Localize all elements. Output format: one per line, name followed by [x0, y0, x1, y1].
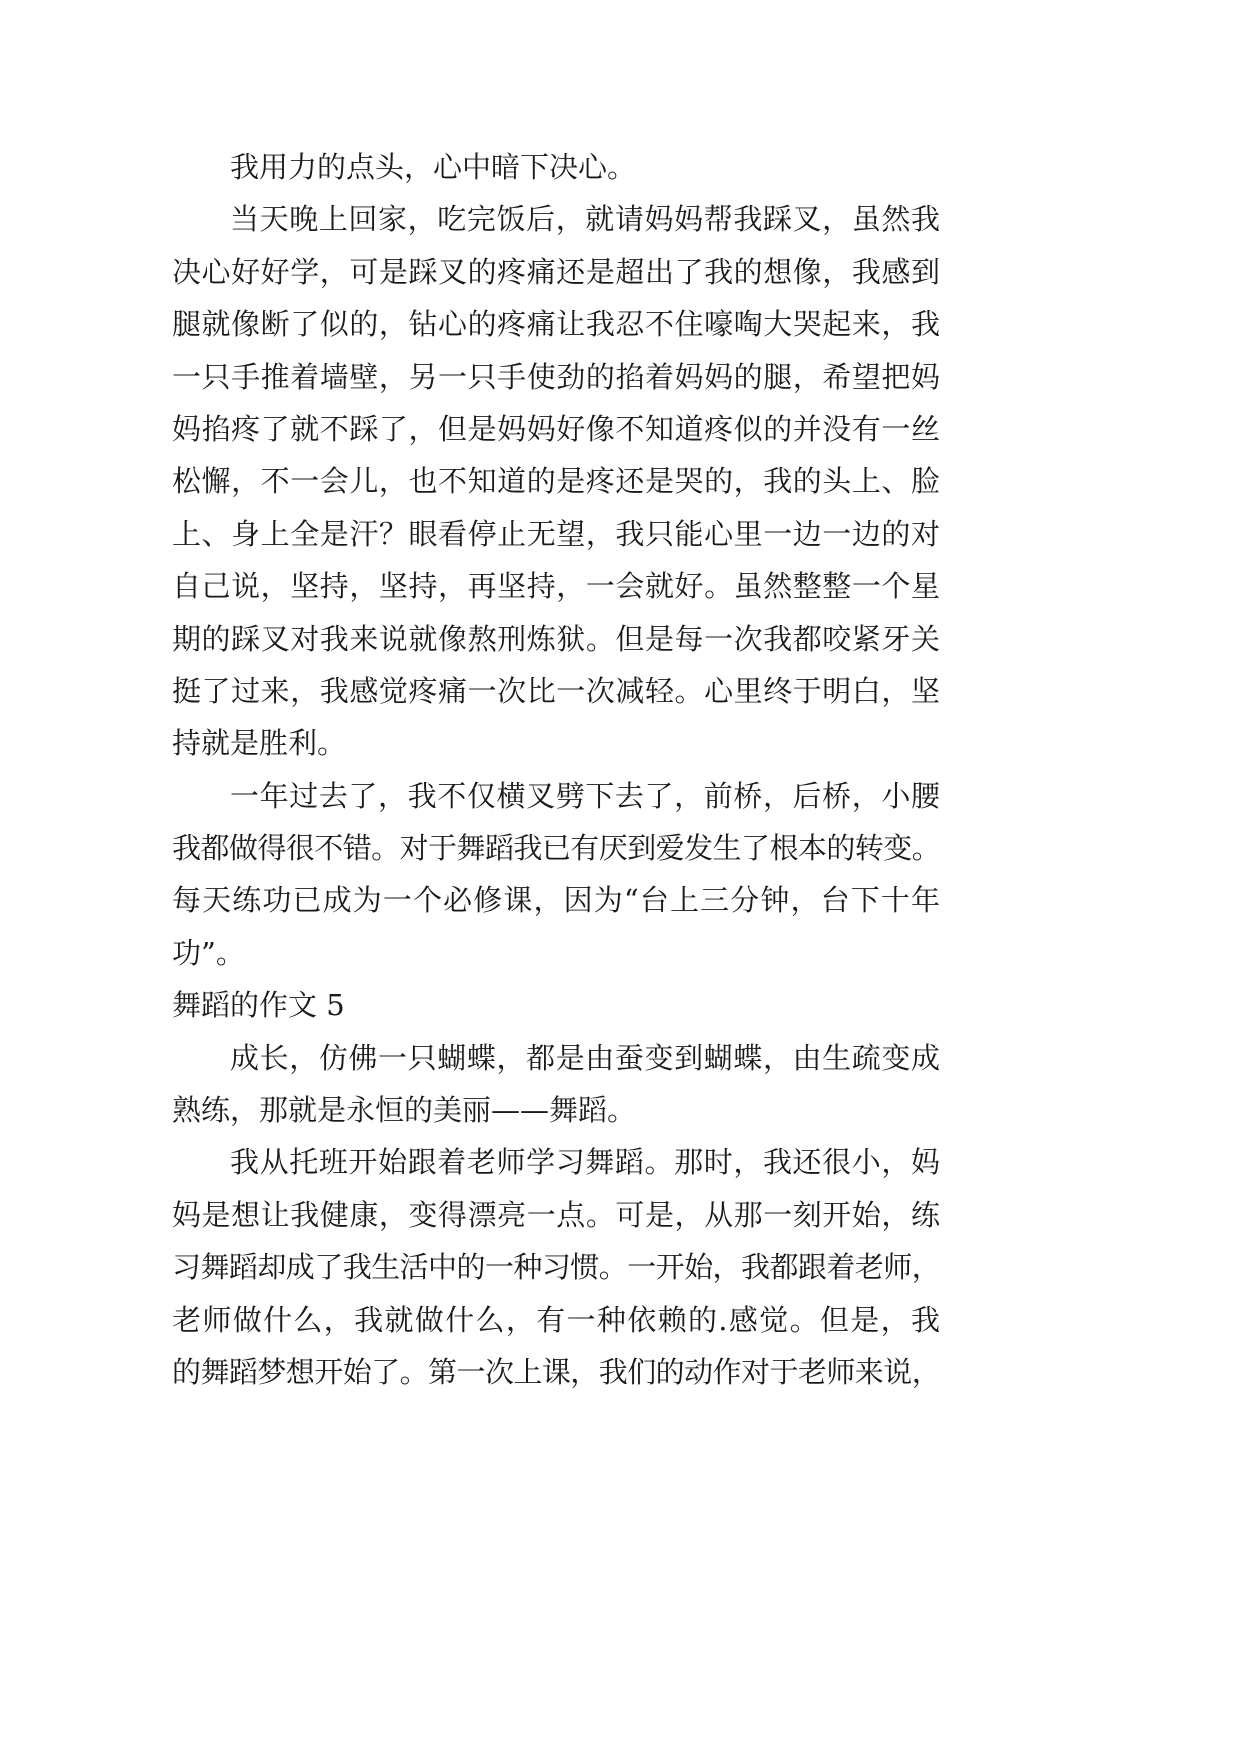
- paragraph: [172, 770, 940, 980]
- paragraph-line: 熟练，那就是永恒的美丽——舞蹈。: [172, 1093, 637, 1128]
- paragraph-line: 一年过去了，我不仅横叉劈下去了，前桥，后桥，小腰: [230, 778, 940, 813]
- paragraph-line: 妈是想让我健康，变得漂亮一点。可是，从那一刻开始，练: [172, 1197, 940, 1232]
- paragraph: [172, 1136, 940, 1398]
- paragraph-line: 我都做得很不错。对于舞蹈我已有厌到爱发生了根本的转变。: [172, 831, 940, 866]
- paragraph-line: 期的踩叉对我来说就像熬刑炼狱。但是每一次我都咬紧牙关: [172, 621, 940, 656]
- paragraph-line: 挺了过来，我感觉疼痛一次比一次减轻。心里终于明白，坚: [172, 673, 940, 708]
- paragraph-line: 我用力的点头，心中暗下决心。: [230, 150, 637, 184]
- paragraph: [172, 193, 940, 769]
- paragraph: [172, 1032, 940, 1137]
- paragraph-line: 成长，仿佛一只蝴蝶，都是由蚕变到蝴蝶，由生疏变成: [230, 1040, 940, 1075]
- paragraph-line: 习舞蹈却成了我生活中的一种习惯。一开始，我都跟着老师，: [172, 1250, 940, 1285]
- paragraph-line: 上、身上全是汗？眼看停止无望，我只能心里一边一边的对: [172, 516, 940, 551]
- paragraph-line: 一只手推着墙壁，另一只手使劲的掐着妈妈的腿，希望把妈: [172, 359, 940, 394]
- paragraph-line: 老师做什么，我就做什么，有一种依赖的.感觉。但是，我: [172, 1302, 940, 1337]
- paragraph-line: 决心好好学，可是踩叉的疼痛还是超出了我的想像，我感到: [172, 254, 940, 289]
- paragraph-line: 每天练功已成为一个必修课，因为“台上三分钟，台下十年: [172, 883, 940, 918]
- paragraph-line: 自己说，坚持，坚持，再坚持，一会就好。虽然整整一个星: [172, 569, 940, 604]
- document-body: [172, 141, 940, 1398]
- paragraph-line: 持就是胜利。: [172, 726, 347, 761]
- paragraph-line: 我从托班开始跟着老师学习舞蹈。那时，我还很小，妈: [230, 1145, 940, 1180]
- paragraph-line: 当天晚上回家，吃完饭后，就请妈妈帮我踩叉，虽然我: [230, 202, 940, 237]
- paragraph-line: 松懈，不一会儿，也不知道的是疼还是哭的，我的头上、脸: [172, 464, 940, 499]
- section-heading: 舞蹈的作文 5: [172, 988, 345, 1023]
- paragraph: [172, 141, 940, 193]
- paragraph-line: 妈掐疼了就不踩了，但是妈妈好像不知道疼似的并没有一丝: [172, 411, 940, 446]
- paragraph-line: 的舞蹈梦想开始了。第一次上课，我们的动作对于老师来说，: [172, 1354, 940, 1389]
- paragraph-line: 功”。: [172, 935, 245, 970]
- paragraph-line: 腿就像断了似的，钻心的疼痛让我忍不住嚎啕大哭起来，我: [172, 307, 940, 342]
